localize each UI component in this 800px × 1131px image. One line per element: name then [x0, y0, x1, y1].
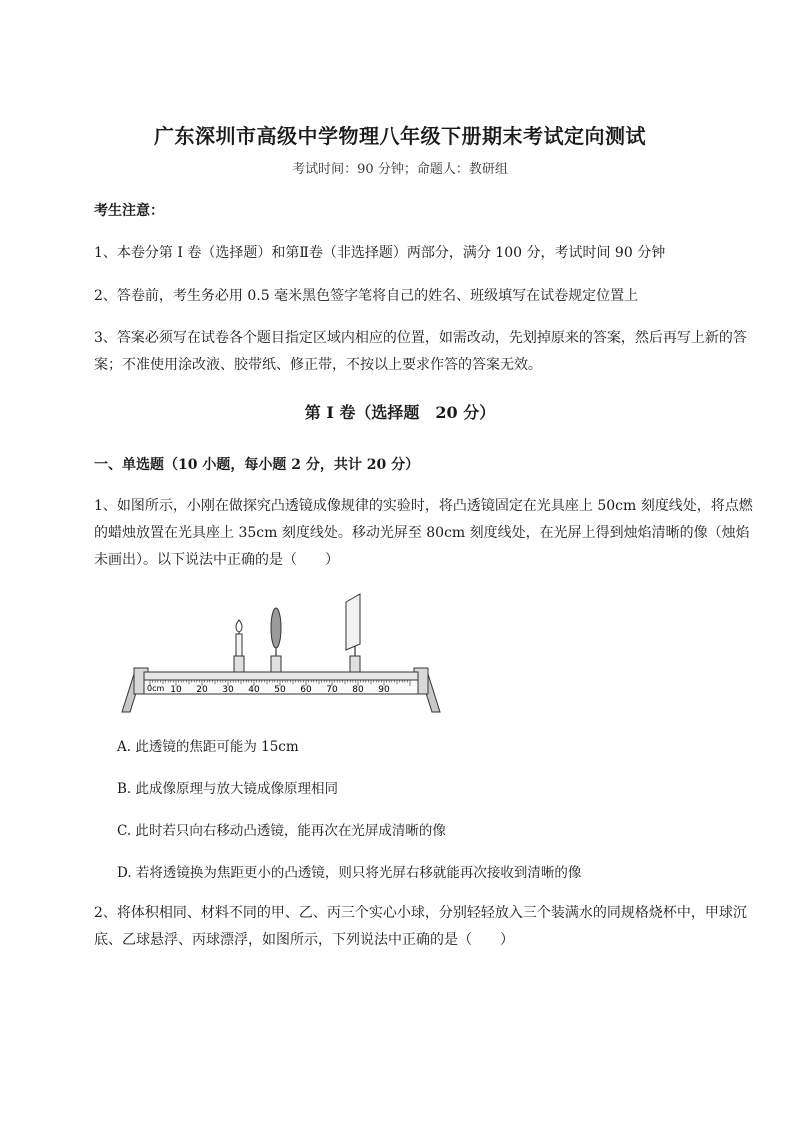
- section-title: 第 I 卷（选择题 20 分）: [304, 403, 496, 422]
- scale-tick-label: 30: [222, 685, 234, 695]
- scale-tick-labels: [170, 685, 390, 695]
- light-screen: [346, 594, 360, 672]
- option-d: D. 若将透镜换为焦距更小的凸透镜，则只将光屏右移就能再次接收到清晰的像: [117, 865, 582, 881]
- option-c: C. 此时若只向右移动凸透镜，能再次在光屏成清晰的像: [117, 823, 446, 839]
- page-title: 广东深圳市高级中学物理八年级下册期末考试定向测试: [154, 124, 646, 148]
- notice-item: 3、答案必须写在试卷各个题目指定区域内相应的位置，如需改动，先划掉原来的答案，然后再写上新的答案；不准使用涂改液、胶带纸、修正带，不按以上要求作答的答案无效。: [94, 330, 747, 373]
- bench-rail-top: [144, 672, 418, 680]
- scale-tick-label: 10: [170, 685, 182, 695]
- notice-heading: 考生注意：: [94, 203, 164, 219]
- scale-tick-label: 80: [352, 685, 364, 695]
- convex-lens: [271, 608, 281, 672]
- candle: [234, 620, 244, 672]
- exam-info: 考试时间：90 分钟；命题人：教研组: [292, 162, 508, 177]
- question-stem: 1、如图所示，小刚在做探究凸透镜成像规律的实验时，将凸透镜固定在光具座上 50cm 刻度线处，将点燃的蜡烛放置在光具座上 35cm 刻度线处。移动光屏至 80cm 刻度线处，在光屏上得到烛焰清晰的像（烛焰未画出）。以下说法中正确的是（ ）: [94, 498, 753, 568]
- part-heading: 一、单选题（10 小题，每小题 2 分，共计 20 分）: [94, 457, 420, 473]
- optical-bench-figure: [120, 588, 442, 718]
- scale-tick-label: 20: [196, 685, 208, 695]
- notice-item: 1、本卷分第 I 卷（选择题）和第Ⅱ卷（非选择题）两部分，满分 100 分，考试时间 90 分钟: [94, 245, 666, 261]
- option-b: B. 此成像原理与放大镜成像原理相同: [117, 781, 339, 797]
- scale-tick-label: 50: [274, 685, 286, 695]
- scale-tick-label: 40: [248, 685, 260, 695]
- notice-item: 2、答卷前，考生务必用 0.5 毫米黑色签字笔将自己的姓名、班级填写在试卷规定位置上: [94, 288, 639, 304]
- scale-tick-label: 60: [300, 685, 312, 695]
- option-a: A. 此透镜的焦距可能为 15cm: [117, 739, 299, 755]
- scale-tick-label: 70: [326, 685, 338, 695]
- scale-tick-label: 90: [378, 685, 390, 695]
- question-stem: 2、将体积相同、材料不同的甲、乙、丙三个实心小球，分别轻轻放入三个装满水的同规格烧杯中，甲球沉底、乙球悬浮、丙球漂浮，如图所示，下列说法中正确的是（ ）: [94, 905, 747, 948]
- scale-start-label: 0cm: [147, 684, 165, 693]
